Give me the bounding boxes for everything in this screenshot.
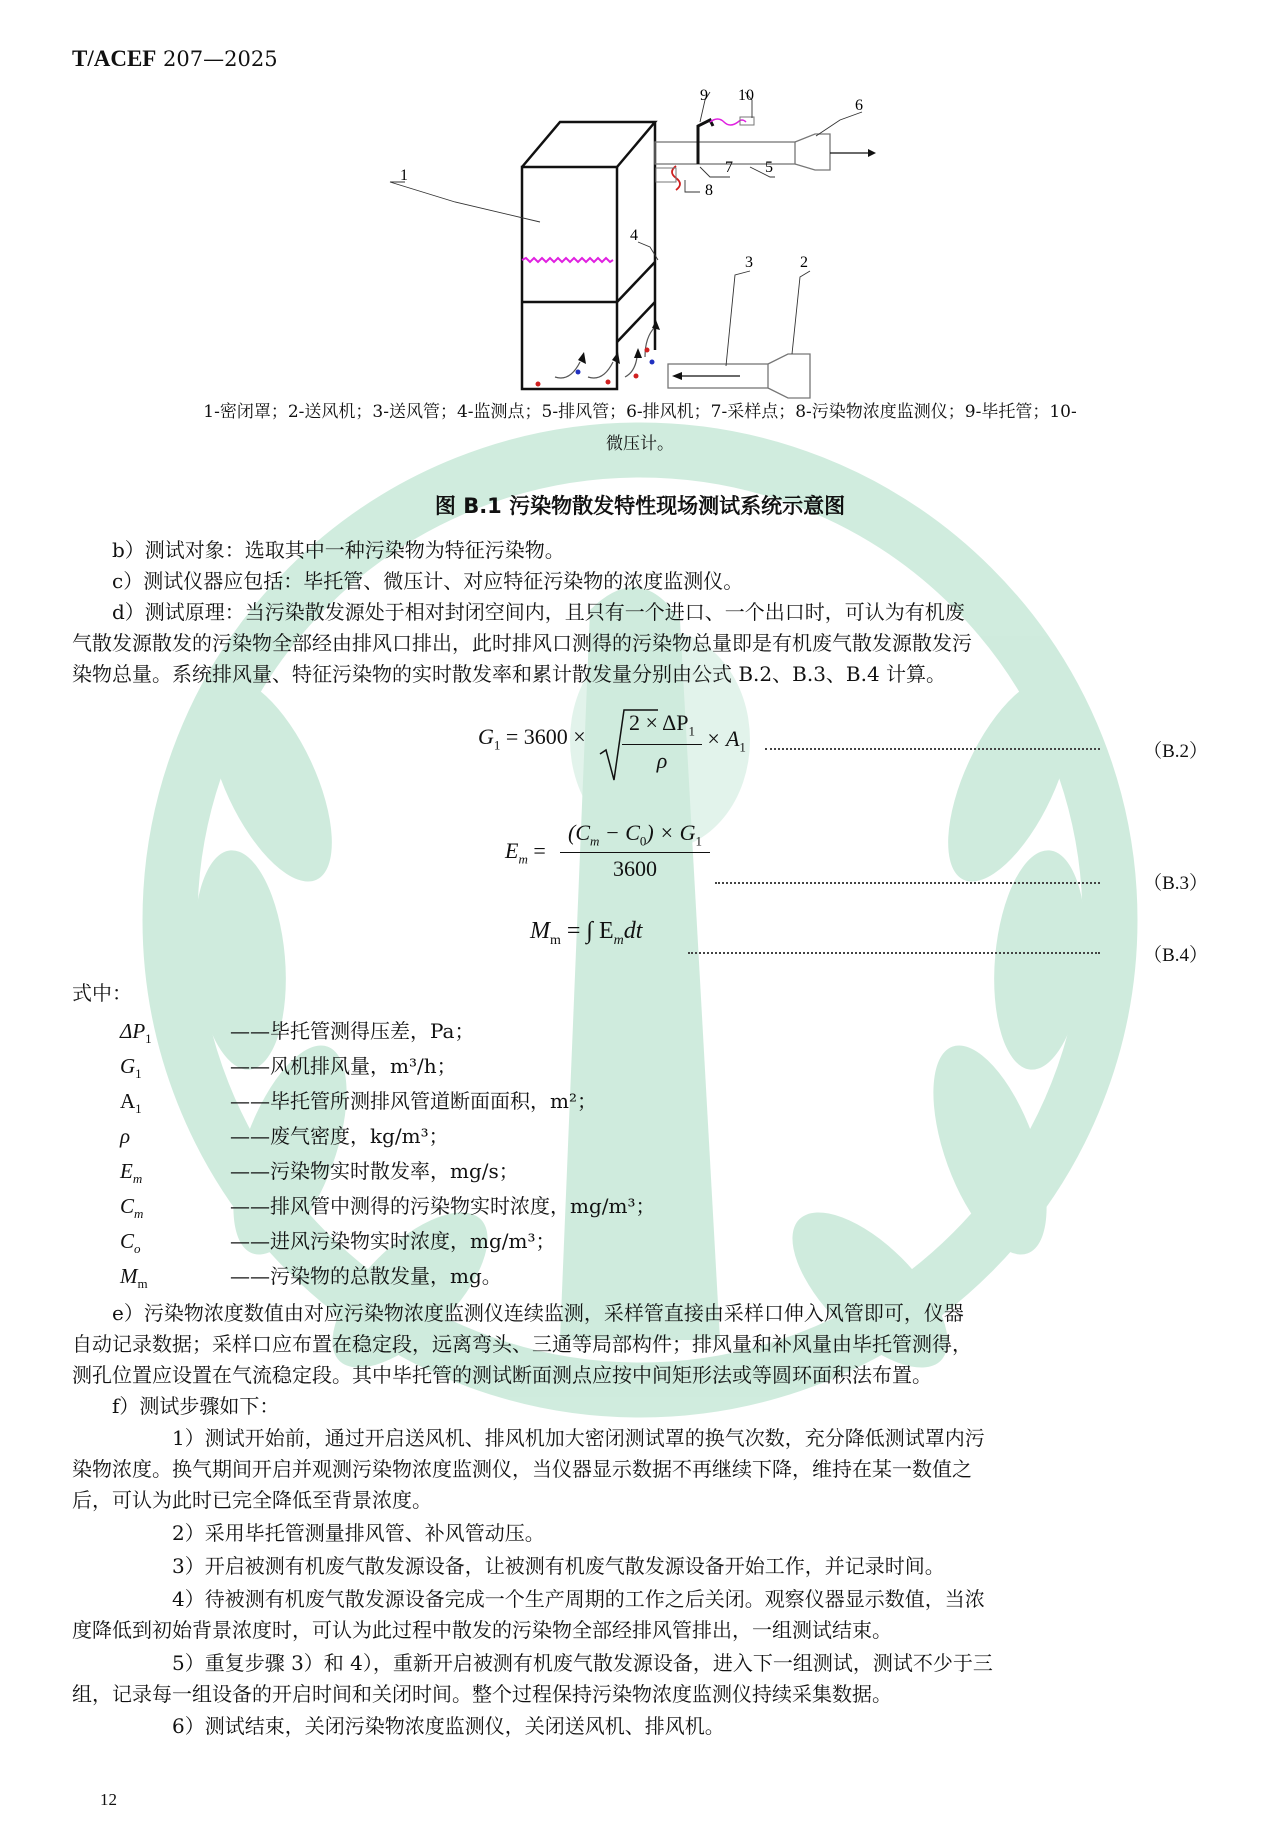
step1-line1: 1）测试开始前，通过开启送风机、排风机加大密闭测试罩的换气次数，充分降低测试罩内污: [172, 1426, 985, 1450]
step4-line2: 度降低到初始背景浓度时，可认为此过程中散发的污染物全部经排风管排出，一组测试结束。: [72, 1618, 892, 1642]
standard-code-number: 207—2025: [163, 47, 278, 71]
equation-b2-numerator: $2 \times \Delta P_1$: [628, 710, 696, 739]
standard-code-header: [72, 46, 278, 72]
equation-number-b4: （B.4）: [1143, 945, 1208, 966]
para-d-line2: 气散发源散发的污染物全部经由排风口排出，此时排风口测得的污染物总量即是有机废气散发源散发污: [72, 631, 972, 655]
figure-label-7: 7: [725, 159, 733, 176]
leader-dots-b2: [765, 748, 1100, 750]
equation-b3-fraction-bar: [560, 852, 710, 853]
equation-b4: $M_m$ = ∫ $E_mdt$: [530, 918, 643, 948]
equation-b3-denominator: 3600: [613, 856, 657, 881]
figure-label-10: 10: [738, 87, 754, 104]
figure-legend: [72, 396, 1208, 460]
test-system-schematic: [400, 87, 900, 392]
para-b: b）测试对象：选取其中一种污染物为特征污染物。: [112, 538, 565, 562]
para-e-line3: 测孔位置应设置在气流稳定段。其中毕托管的测试断面测点应按中间矩形法或等圆环面积法布置。: [72, 1363, 932, 1387]
figure-label-1: 1: [400, 167, 408, 184]
figure-label-4: 4: [630, 227, 638, 244]
symbol-definitions: [120, 1014, 656, 1294]
equation-b2-fraction-bar: [622, 744, 702, 745]
para-f: f）测试步骤如下：: [112, 1394, 280, 1418]
leader-dots-b4: [688, 952, 1100, 954]
definition-rho: ρ ——废气密度，kg/m³；: [120, 1124, 449, 1148]
equation-b3: $E_m$ =: [505, 838, 546, 867]
figure-legend-line2: 微压计。: [606, 434, 674, 454]
step5-line2: 组，记录每一组设备的开启时间和关闭时间。整个过程保持污染物浓度监测仪持续采集数据。: [72, 1682, 892, 1706]
step3: 3）开启被测有机废气散发源设备，让被测有机废气散发源设备开始工作，并记录时间。: [172, 1554, 945, 1578]
equation-number-b3: （B.3）: [1143, 873, 1208, 894]
standard-code-prefix: T/ACEF: [72, 46, 157, 71]
step1-line3: 后，可认为此时已完全降低至背景浓度。: [72, 1488, 432, 1512]
definition-mm: $M_m$ ——污染物的总散发量，mg。: [120, 1264, 502, 1292]
definition-cm: $C_m$ ——排风管中测得的污染物实时浓度，mg/m³；: [120, 1194, 656, 1222]
equation-b3-numerator: $(C_m - C_0) \times G_1$: [568, 820, 702, 849]
figure-label-5: 5: [765, 159, 773, 176]
page-number: 12: [100, 1790, 117, 1809]
equation-number-b2: （B.2）: [1143, 741, 1208, 762]
leader-dots-b3: [715, 882, 1100, 884]
equation-b2-denominator: ρ: [656, 748, 668, 773]
figure-label-3: 3: [745, 254, 753, 271]
filter-zigzag-line: [522, 258, 613, 262]
definition-a1: $A_1$ ——毕托管所测排风管道断面面积，m²；: [120, 1089, 597, 1117]
para-d-line3: 染物总量。系统排风量、特征污染物的实时散发率和累计散发量分别由公式 B.2、B.3、B.4 计算。: [72, 662, 947, 686]
figure-legend-line1: 1-密闭罩；2-送风机；3-送风管；4-监测点；5-排风管；6-排风机；7-采样点；8-污染物浓度监测仪；9-毕托管；10-: [203, 402, 1077, 422]
figure-label-8: 8: [705, 182, 713, 199]
figure-label-6: 6: [855, 97, 863, 114]
equation-b2: $G_1 = 3600$ ×: [478, 724, 586, 753]
figure-title: 图 B.1 污染物散发特性现场测试系统示意图: [434, 494, 846, 518]
definition-g1: $G_1$ ——风机排风量，m³/h；: [120, 1054, 457, 1082]
step1-line2: 染物浓度。换气期间开启并观测污染物浓度监测仪，当仪器显示数据不再继续下降，维持在某一数值之: [72, 1457, 972, 1481]
figure-label-2: 2: [800, 254, 808, 271]
step2: 2）采用毕托管测量排风管、补风管动压。: [172, 1521, 545, 1545]
step6: 6）测试结束，关闭污染物浓度监测仪，关闭送风机、排风机。: [172, 1714, 725, 1738]
step4-line1: 4）待被测有机废气散发源设备完成一个生产周期的工作之后关闭。观察仪器显示数值，当浓: [172, 1587, 985, 1611]
figure-label-9: 9: [700, 87, 708, 104]
para-c: c）测试仪器应包括：毕托管、微压计、对应特征污染物的浓度监测仪。: [112, 569, 744, 593]
para-d-line1: d）测试原理：当污染散发源处于相对封闭空间内，且只有一个进口、一个出口时，可认为有机废: [112, 600, 965, 624]
step5-line1: 5）重复步骤 3）和 4），重新开启被测有机废气散发源设备，进入下一组测试，测试不少于三: [172, 1651, 993, 1675]
para-e-line1: e）污染物浓度数值由对应污染物浓度监测仪连续监测，采样管直接由采样口伸入风管即可，仪器: [112, 1301, 964, 1325]
definition-delta-p1: $\Delta P_1$ ——毕托管测得压差，Pa；: [120, 1019, 475, 1047]
equation-b2-tail: × $A_1$: [706, 726, 746, 755]
definition-co: $C_o$ ——进风污染物实时浓度，mg/m³；: [120, 1229, 556, 1257]
where-label: 式中：: [72, 981, 132, 1005]
para-e-line2: 自动记录数据；采样口应布置在稳定段，远离弯头、三通等局部构件；排风量和补风量由毕托管测得，: [72, 1332, 972, 1356]
definition-em: $E_m$ ——污染物实时散发率，mg/s；: [120, 1159, 519, 1187]
